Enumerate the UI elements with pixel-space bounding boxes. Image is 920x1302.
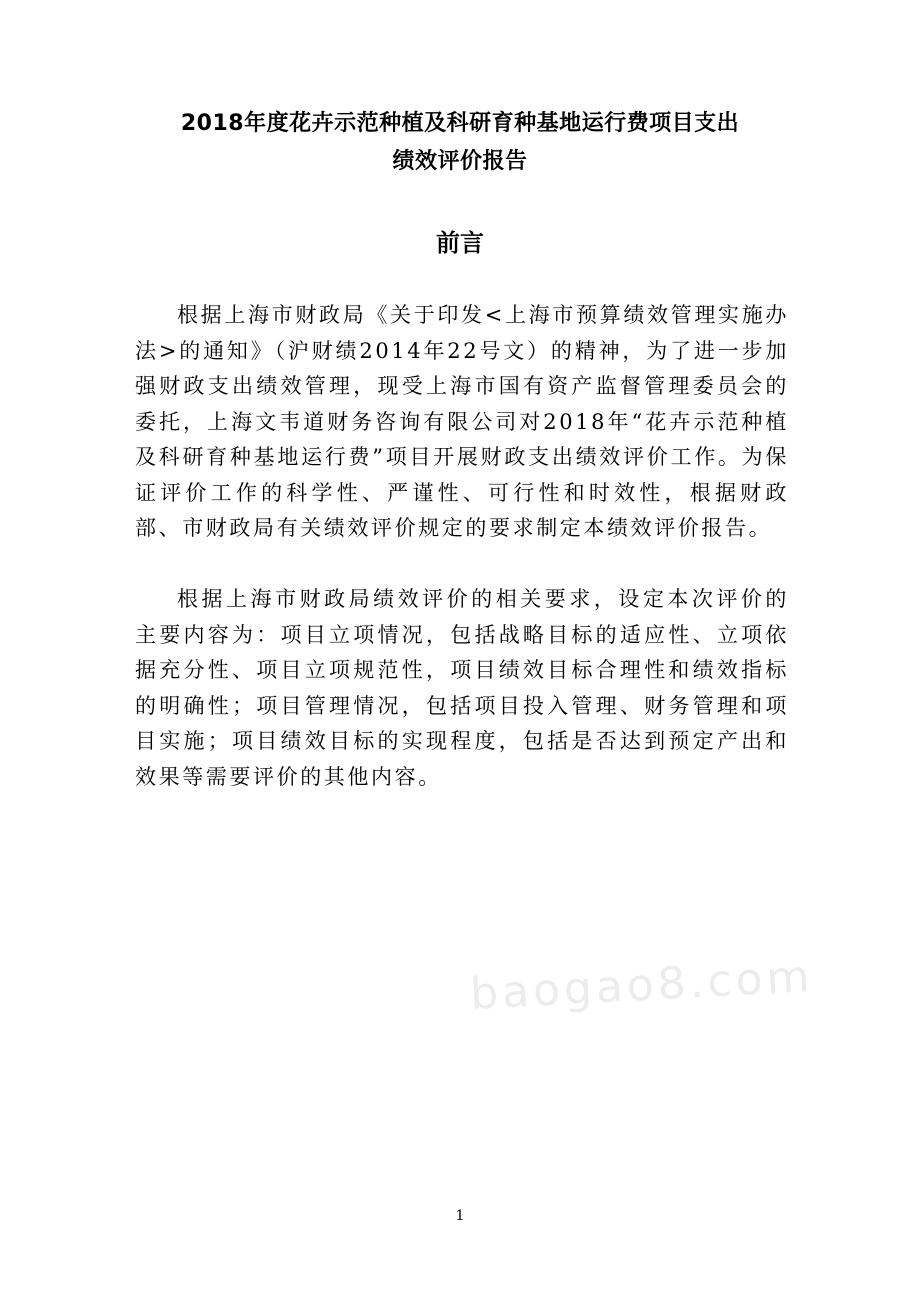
section-heading: 前言 (436, 229, 484, 257)
report-title-line-2: 绩效评价报告 (392, 149, 528, 174)
paragraph-1: 根据上海市财政局《关于印发<上海市预算绩效管理实施办法>的通知》（沪财绩2014年22号文）的精神，为了进一步加强财政支出绩效管理，现受上海市国有资产监督管理委员会的委托，上海文韦道财务咨询有限公司对2018年“花卉示范种植及科研育种基地运行费”项目开展财政支出绩效评价工作。为保证评价工作的科学性、严谨性、可行性和时效性，根据财政部、市财政局有关绩效评价规定的要求制定本绩效评价报告。 (135, 303, 789, 540)
page-number: 1 (455, 1208, 465, 1224)
watermark: baogao8.com (468, 951, 815, 1020)
report-title-line-1: 2018年度花卉示范种植及科研育种基地运行费项目支出 (180, 111, 740, 136)
paragraph-2: 根据上海市财政局绩效评价的相关要求，设定本次评价的主要内容为：项目立项情况，包括战略目标的适应性、立项依据充分性、项目立项规范性，项目绩效目标合理性和绩效指标的明确性；项目管理情况，包括项目投入管理、财务管理和项目实施；项目绩效目标的实现程度，包括是否达到预定产出和效果等需要评价的其他内容。 (135, 587, 789, 789)
